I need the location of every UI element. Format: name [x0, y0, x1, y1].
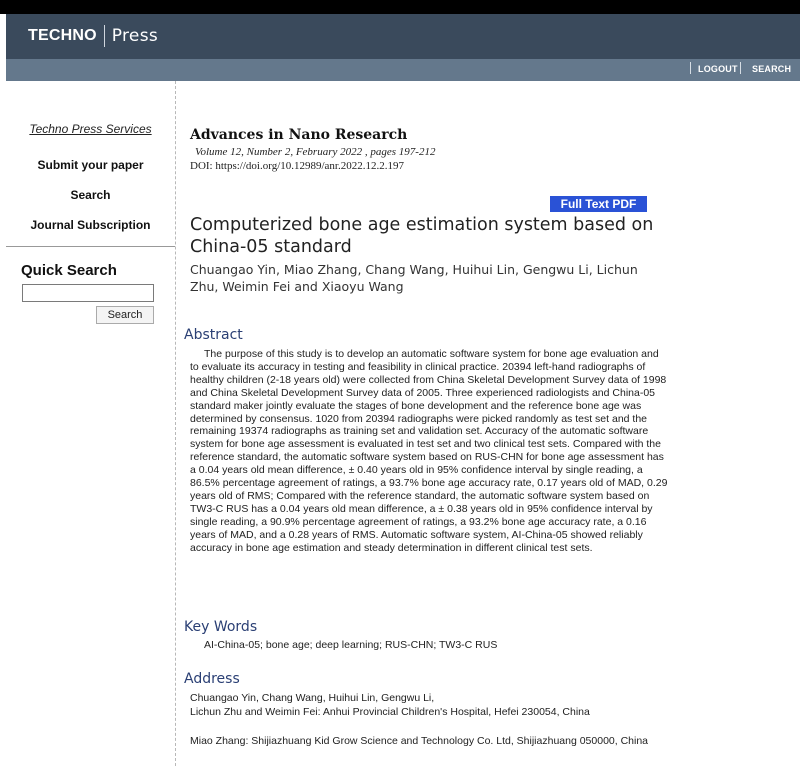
techno-press-services-link[interactable]: Techno Press Services	[29, 122, 152, 136]
quick-search-button[interactable]: Search	[96, 306, 154, 324]
address-line-1a: Chuangao Yin, Chang Wang, Huihui Lin, Gengwu Li,	[190, 692, 435, 704]
full-text-pdf-button[interactable]: Full Text PDF	[550, 196, 647, 212]
logo-press-text: Press	[111, 26, 159, 46]
logout-link[interactable]: LOGOUT	[698, 64, 738, 74]
site-header	[6, 14, 800, 59]
abstract-heading: Abstract	[184, 327, 243, 343]
address-heading: Address	[184, 671, 240, 687]
journal-name: Advances in Nano Research	[190, 127, 408, 143]
sidebar-separator	[6, 246, 175, 247]
address-line-2: Miao Zhang: Shijiazhuang Kid Grow Science and Technology Co. Ltd, Shijiazhuang 050000, China	[190, 735, 649, 747]
journal-subscription-link[interactable]: Journal Subscription	[30, 218, 151, 232]
sidebar-divider	[175, 81, 176, 766]
keywords-text: AI-China-05; bone age; deep learning; RUS-CHN; TW3-C RUS	[204, 639, 498, 651]
logo-divider	[104, 25, 105, 47]
search-link[interactable]: SEARCH	[752, 64, 792, 74]
nav-divider	[740, 62, 741, 74]
top-black-bar	[0, 0, 800, 14]
article-title: Computerized bone age estimation system based on China-05 standard	[190, 215, 654, 257]
logo-techno-text: TECHNO	[28, 27, 97, 44]
keywords-heading: Key Words	[184, 619, 258, 635]
volume-info: Volume 12, Number 2, February 2022 , pages 197-212	[195, 146, 436, 158]
quick-search-input[interactable]	[22, 284, 154, 302]
nav-divider	[690, 62, 691, 74]
abstract-text: The purpose of this study is to develop an automatic software system for bone age evaluation and to evaluate its accuracy in testing and feasibility in clinical practice. 20394 left-hand radiographs of healthy children (2-18 years old) were collected from China Skeletal Development Survey data of 1998 and China Skeletal Development Survey data of 2005. Three experienced radiologists and China-05 standard maker jointly evaluate the stages of bone development and the reference bone age was determined by consensus. 1020 from 20394 radiographs were picked randomly as test set and the remaining 19374 radiographs as training set and validation set. Accuracy of the automatic software system for bone age assessment is evaluated in test set and two clinical test sets. Compared with the reference standard, the automatic software system based on RUS-CHN for bone age assessment has a 0.04 years old mean difference, ± 0.40 years old in 95% confidence interval by single reading, a 86.5% percentage agreement of ratings, a 93.7% bone age accuracy rate, 0.17 years old of MAD, 0.29 years old of RMS; Compared with the reference standard, the automatic software system based on TW3-C RUS has a 0.04 years old mean difference, a ± 0.38 years old in 95% confidence interval by single reading, a 90.9% percentage agreement of ratings, a 93.2% bone age accuracy rate, a 0.16 years of MAD, and a 0.28 years of RMS. Automatic software system, AI-China-05 showed reliably accuracy in bone age estimation and steady determination in different clinical test sets.	[190, 348, 668, 554]
sidebar-search-link[interactable]: Search	[70, 188, 111, 202]
address-line-1b: Lichun Zhu and Weimin Fei: Anhui Provincial Children's Hospital, Hefei 230054, China	[190, 706, 590, 718]
quick-search-title: Quick Search	[21, 262, 117, 279]
article-authors: Chuangao Yin, Miao Zhang, Chang Wang, Huihui Lin, Gengwu Li, Lichun Zhu, Weimin Fei and Xiaoyu Wang	[190, 262, 638, 294]
submit-paper-link[interactable]: Submit your paper	[37, 158, 144, 172]
techno-press-logo[interactable]	[28, 24, 158, 48]
doi-text[interactable]: DOI: https://doi.org/10.12989/anr.2022.12.2.197	[190, 160, 404, 172]
top-navbar	[6, 59, 800, 81]
